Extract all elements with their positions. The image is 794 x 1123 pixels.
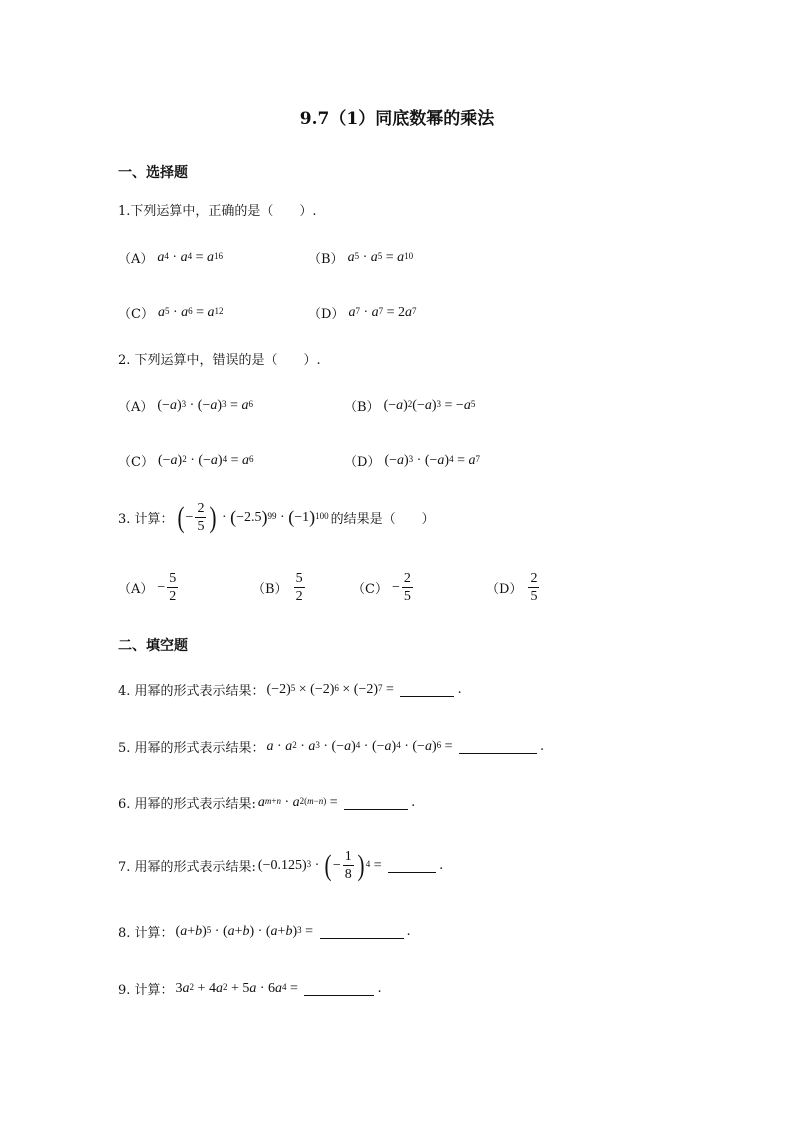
math-expression: a · a $^2$ · a $^3$ · (− a ) $^4$ · (− a ) $^4$ · (− a ) $^6$ =: [266, 738, 457, 754]
question-1-option-d[interactable]: （D） a $^7$ · a $^7$ = 2 a $^7$: [308, 304, 417, 322]
math-expression: (−0.125) $^3$ · ( − $\frac{1}{8}$ ) $^4$ =: [257, 848, 386, 882]
math-expression: (− a ) $^2$ · (− a ) $^4$ = a $^6$: [157, 452, 254, 468]
section-heading-multiple-choice: 一、选择题: [118, 165, 188, 181]
math-expression: a $^{m +n}$ · a $^{2(m -n )}$ =: [257, 794, 342, 810]
math-expression: $\frac{5}{2}$: [295, 571, 303, 604]
answer-blank[interactable]: [304, 981, 374, 996]
math-expression: a $^5$ · a $^6$ = a $^{12}$: [157, 304, 224, 320]
answer-blank[interactable]: [344, 795, 408, 810]
math-expression: a $^7$ · a $^7$ = 2 a $^7$: [348, 304, 417, 320]
math-expression: 3 a $^2$ + 4 a $^2$ + 5 a · 6 a $^4$ =: [175, 980, 302, 996]
question-2-option-c[interactable]: （C） (− a ) $^2$ · (− a ) $^4$ = a $^6$: [118, 452, 254, 470]
question-7: 7. 用幂的形式表示结果: (−0.125) $^3$ · ( − $\frac{1}{8}$ ) $^4$ = .: [118, 848, 444, 882]
math-expression: a $^4$ · a $^4$ = a $^{16}$: [157, 249, 223, 265]
question-2-stem: 2. 下列运算中，错误的是（ ）.: [118, 353, 321, 368]
math-expression: − $\frac{2}{5}$: [391, 571, 411, 604]
question-6: 6. 用幂的形式表示结果: a $^{m +n}$ · a $^{2(m -n )}$ = .: [118, 794, 416, 812]
question-3: 3. 计算： ( − $\frac{2}{5}$ ) · ( −2.5 ) $^{99}$ · ( −1 ) $^{100}$ 的结果是（ ）: [118, 500, 435, 534]
math-expression: a $^5$ · a $^5$ = a $^{10}$: [347, 249, 414, 265]
math-expression: ( a + b ) $^5$ · ( a + b ) · ( a + b ) $^3$ =: [175, 923, 317, 939]
section-heading-fill-in: 二、填空题: [118, 638, 188, 654]
question-1-stem: 1.下列运算中，正确的是（ ）.: [118, 204, 317, 219]
answer-blank[interactable]: [459, 739, 537, 754]
answer-blank[interactable]: [400, 682, 454, 697]
question-1-option-a[interactable]: （A） a $^4$ · a $^4$ = a $^{16}$: [118, 249, 223, 267]
question-1-option-b[interactable]: （B） a $^5$ · a $^5$ = a $^{10}$: [308, 249, 414, 267]
question-3-option-b[interactable]: （B） $\frac{5}{2}$: [252, 570, 307, 605]
question-9: 9. 计算： 3 a $^2$ + 4 a $^2$ + 5 a · 6 a $^4$ = .: [118, 980, 382, 998]
question-3-option-d[interactable]: （D） $\frac{2}{5}$: [486, 570, 541, 605]
math-expression: (− a ) $^3$ · (− a ) $^4$ = a $^7$: [384, 452, 480, 468]
math-expression: $\frac{2}{5}$: [530, 571, 538, 604]
math-expression: (− a ) $^3$ · (− a ) $^3$ = a $^6$: [157, 397, 253, 413]
math-expression: (− a ) $^2$ (− a ) $^3$ = − a $^5$: [383, 397, 476, 413]
page-title: 9.7（1）同底数幂的乘法: [299, 109, 495, 129]
answer-blank[interactable]: [320, 924, 404, 939]
question-2-option-b[interactable]: （B） (− a ) $^2$ (− a ) $^3$ = − a $^5$: [344, 397, 476, 415]
question-2-option-a[interactable]: （A） (− a ) $^3$ · (− a ) $^3$ = a $^6$: [118, 397, 253, 415]
math-expression: − $\frac{5}{2}$: [157, 571, 177, 604]
question-1-option-c[interactable]: （C） a $^5$ · a $^6$ = a $^{12}$: [118, 304, 224, 322]
math-expression: ( − $\frac{2}{5}$ ) · ( −2.5 ) $^{99}$ · ( −1 ) $^{100}$: [177, 500, 329, 534]
question-3-option-a[interactable]: （A） − $\frac{5}{2}$: [118, 570, 180, 605]
question-3-option-c[interactable]: （C） − $\frac{2}{5}$: [352, 570, 415, 605]
answer-blank[interactable]: [388, 858, 436, 873]
question-2-option-d[interactable]: （D） (− a ) $^3$ · (− a ) $^4$ = a $^7$: [344, 452, 480, 470]
math-expression: (−2) $^5$ × (−2) $^6$ × (−2) $^7$ =: [266, 681, 398, 697]
question-4: 4. 用幂的形式表示结果： (−2) $^5$ × (−2) $^6$ × (−2) $^7$ = .: [118, 681, 462, 699]
question-5: 5. 用幂的形式表示结果： a · a $^2$ · a $^3$ · (− a ) $^4$ · (− a ) $^4$ · (− a ) $^6$ = .: [118, 738, 545, 756]
question-8: 8. 计算： ( a + b ) $^5$ · ( a + b ) · ( a + b ) $^3$ = .: [118, 923, 411, 941]
